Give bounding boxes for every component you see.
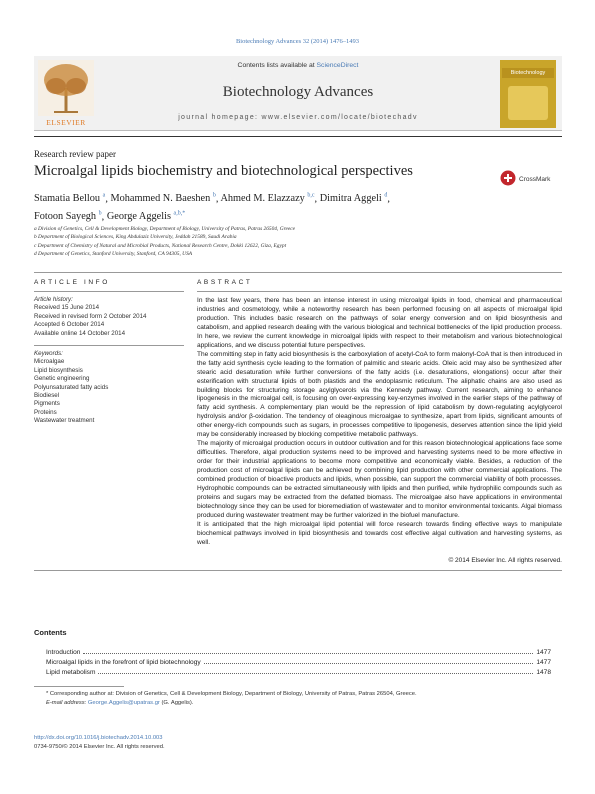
footnote bbox=[46, 690, 551, 708]
crossmark-label: CrossMark bbox=[519, 176, 551, 183]
contents-prefix: Contents lists available at bbox=[237, 62, 315, 69]
abstract-paragraph: In the last few years, there has been an intense interest in using microalgal lipids in food, chemical and pharmaceutical industries and cosmetology, while a noteworthy research has been performed focusing on all aspects of microalgal lipid production. This includes basic research on the pathways of solar energy conversion and on lipid biosynthesis and catabolism, and applied research dealing with the various biological and technical bottlenecks of the lipid production process. In here, we review the current knowledge in microalgal lipids with respect to their metabolism and various biotechnological applications, and we discuss potential future perspectives. bbox=[197, 297, 562, 349]
author[interactable]: Dimitra Aggeli $^d$ bbox=[319, 193, 388, 205]
footnote-rule bbox=[34, 686, 124, 687]
crossmark-badge[interactable] bbox=[500, 170, 562, 186]
keywords-label: Keywords: bbox=[34, 350, 63, 357]
header-rule bbox=[34, 136, 562, 137]
keywords-rule bbox=[34, 345, 184, 346]
author[interactable]: Stamatia Bellou $^a$ bbox=[34, 193, 106, 205]
copyright: © 2014 Elsevier Inc. All rights reserved. bbox=[448, 557, 562, 564]
keyword: Microalgae bbox=[34, 358, 65, 366]
keyword: Polyunsaturated fatty acids bbox=[34, 383, 109, 391]
abstract-body bbox=[197, 297, 562, 548]
history-label: Article history: bbox=[34, 296, 73, 303]
abstract-rule bbox=[197, 291, 562, 292]
toc-item[interactable]: Microalgal lipids in the forefront of lipid biotechnology 1477 bbox=[46, 659, 551, 667]
abstract-paragraph: It is anticipated that the high microalgal lipid potential will force research towards finding effective ways to manipulate biochemical pathways involved in lipid biosynthesis and towards cost effective algal cultivation and harvesting systems, as well. bbox=[197, 520, 562, 546]
keyword: Proteins bbox=[34, 408, 57, 416]
contents-heading: Contents bbox=[34, 628, 67, 637]
history-item: Received in revised form 2 October 2014 bbox=[34, 312, 147, 320]
toc-item[interactable]: Introduction 1477 bbox=[46, 649, 551, 656]
email-label: E-mail address: bbox=[46, 700, 87, 706]
keyword: Biodiesel bbox=[34, 392, 60, 400]
corresponding-author-note: * Corresponding author at: Division of Genetics, Cell & Development Biology, Department of Biology, University of Patras, Patras 26504, Greece. bbox=[46, 691, 417, 697]
abstract-paragraph: The committing step in fatty acid biosynthesis is the carboxylation of acetyl-CoA to form malonyl-CoA that is then introduced in the fatty acid synthesis cycle leading to the formation of palmitic and stearic acids. Oleic acid may also be synthesized after stearic acid desaturation while further conversions of the fatty acids (i.e. desaturations, elongations) occur after their esterification with structural lipids of both plastids and the endoplasmic reticulum. The aliphatic chains are also used as building blocks for structuring storage acylglycerols via the Kennedy pathway. Current research, aiming to enhance lipogenesis in the microalgal cell, is focusing on over-expressing key-enzymes involved in the earlier steps of the pathway of fatty acid synthesis. A complementary plan would be the repression of lipid catabolism by down-regulating acylglycerol hydrolysis and/or β-oxidation. The tendency of oleaginous microalgae to synthesize, apart from lipids, significant amounts of other energy-rich compounds such as sugars, in processes competitive to lipogenesis, deserves attention since the lipid yield may be considerably increased by blocking competitive metabolic pathways. bbox=[197, 350, 562, 439]
article-type: Research review paper bbox=[34, 149, 116, 159]
section-rule-top bbox=[34, 272, 562, 273]
article-info-heading: ARTICLE INFO bbox=[34, 279, 110, 286]
abstract-heading: ABSTRACT bbox=[197, 279, 253, 286]
doi-link[interactable]: http://dx.doi.org/10.1016/j.biotechadv.2014.10.003 bbox=[34, 735, 163, 741]
author[interactable]: Mohammed N. Baeshen $^b$ bbox=[110, 193, 216, 205]
keyword: Lipid biosynthesis bbox=[34, 366, 83, 374]
affiliation: c Department of Chemistry of Natural and Microbial Products, National Research Centre, Dokki 12622, Giza, Egypt bbox=[34, 242, 287, 249]
affiliations bbox=[34, 225, 534, 259]
section-rule-bottom bbox=[34, 570, 562, 571]
keyword: Wastewater treatment bbox=[34, 417, 95, 425]
contents-available bbox=[100, 62, 496, 69]
affiliation: a Division of Genetics, Cell & Development Biology, Department of Biology, University of Patras, Patras 26504, Greece bbox=[34, 226, 296, 232]
toc-item[interactable]: Lipid metabolism 1478 bbox=[46, 669, 551, 677]
author[interactable]: Ahmed M. Elazzazy $^{b,c}$ bbox=[220, 193, 315, 205]
journal-reference[interactable]: Biotechnology Advances 32 (2014) 1476–1493 bbox=[235, 38, 360, 45]
affiliation: d Department of Genetics, Stanford University, Stanford, CA 94305, USA bbox=[34, 251, 193, 258]
doi-block bbox=[34, 734, 165, 751]
email-link[interactable]: George.Aggelis@upatras.gr bbox=[87, 700, 160, 706]
article-title: Microalgal lipids biochemistry and biotechnological perspectives bbox=[34, 163, 413, 179]
journal-title: Biotechnology Advances bbox=[222, 84, 374, 100]
abstract-paragraph: The majority of microalgal production occurs in outdoor cultivation and for this reason biotechnological applications face some difficulties. Therefore, algal production systems need to be improved and harvesting systems need to be more effective in order for their industrial applications to become more competitive and economically viable. Besides, a reduction of the production cost of microalgal lipids can be achieved by combining lipid production with other commercial applications. The combined production of bioactive products and lipids, when possible, can support the commercial viability of both processes. Hydrophobic compounds can be extracted simultaneously with lipids and then purified, while hydrophilic compounds such as proteins and sugars may be extracted from the defatted biomass. The microalgae also have applications in environmental biotechnology since they can be used for bioremediation of wastewater and to monitor environmental toxicants. Algal biomass produced during wastewater treatment may be further valorized in the biofuel manufacture. bbox=[197, 440, 562, 519]
email-suffix: (G. Aggelis). bbox=[161, 700, 194, 706]
history-item: Available online 14 October 2014 bbox=[34, 329, 126, 337]
cover-label: Biotechnology bbox=[510, 70, 546, 76]
cover-art bbox=[508, 86, 548, 120]
journal-homepage[interactable]: journal homepage: www.elsevier.com/locate/biotechadv bbox=[178, 114, 418, 121]
keywords bbox=[34, 350, 184, 426]
sciencedirect-link[interactable]: ScienceDirect bbox=[316, 62, 359, 69]
issn-line: 0734-9750/© 2014 Elsevier Inc. All rights reserved. bbox=[34, 743, 165, 750]
article-info-rule bbox=[34, 291, 184, 292]
article-history bbox=[34, 296, 184, 338]
history-item: Received 15 June 2014 bbox=[34, 304, 100, 312]
affiliation: b Department of Biological Sciences, King Abdulaziz University, Jeddah 21589, Saudi Arabia bbox=[34, 234, 237, 241]
author-list: Stamatia Bellou $^a$, Mohammed N. Baeshen $^b$, Ahmed M. Elazzazy $^{b,c}$, Dimitra Aggeli $^d$, Fotoon Sayegh $^b$, George Aggelis $^{a,b,*}$ bbox=[34, 193, 390, 223]
author[interactable]: Fotoon Sayegh $^b$ bbox=[34, 210, 102, 223]
email-line bbox=[46, 699, 551, 708]
author[interactable]: George Aggelis $^{a,b,*}$ bbox=[106, 210, 186, 223]
keyword: Pigments bbox=[34, 400, 60, 408]
keyword: Genetic engineering bbox=[34, 375, 90, 383]
history-item: Accepted 6 October 2014 bbox=[34, 321, 105, 329]
publisher-name: ELSEVIER bbox=[46, 118, 86, 127]
table-of-contents bbox=[46, 648, 551, 679]
